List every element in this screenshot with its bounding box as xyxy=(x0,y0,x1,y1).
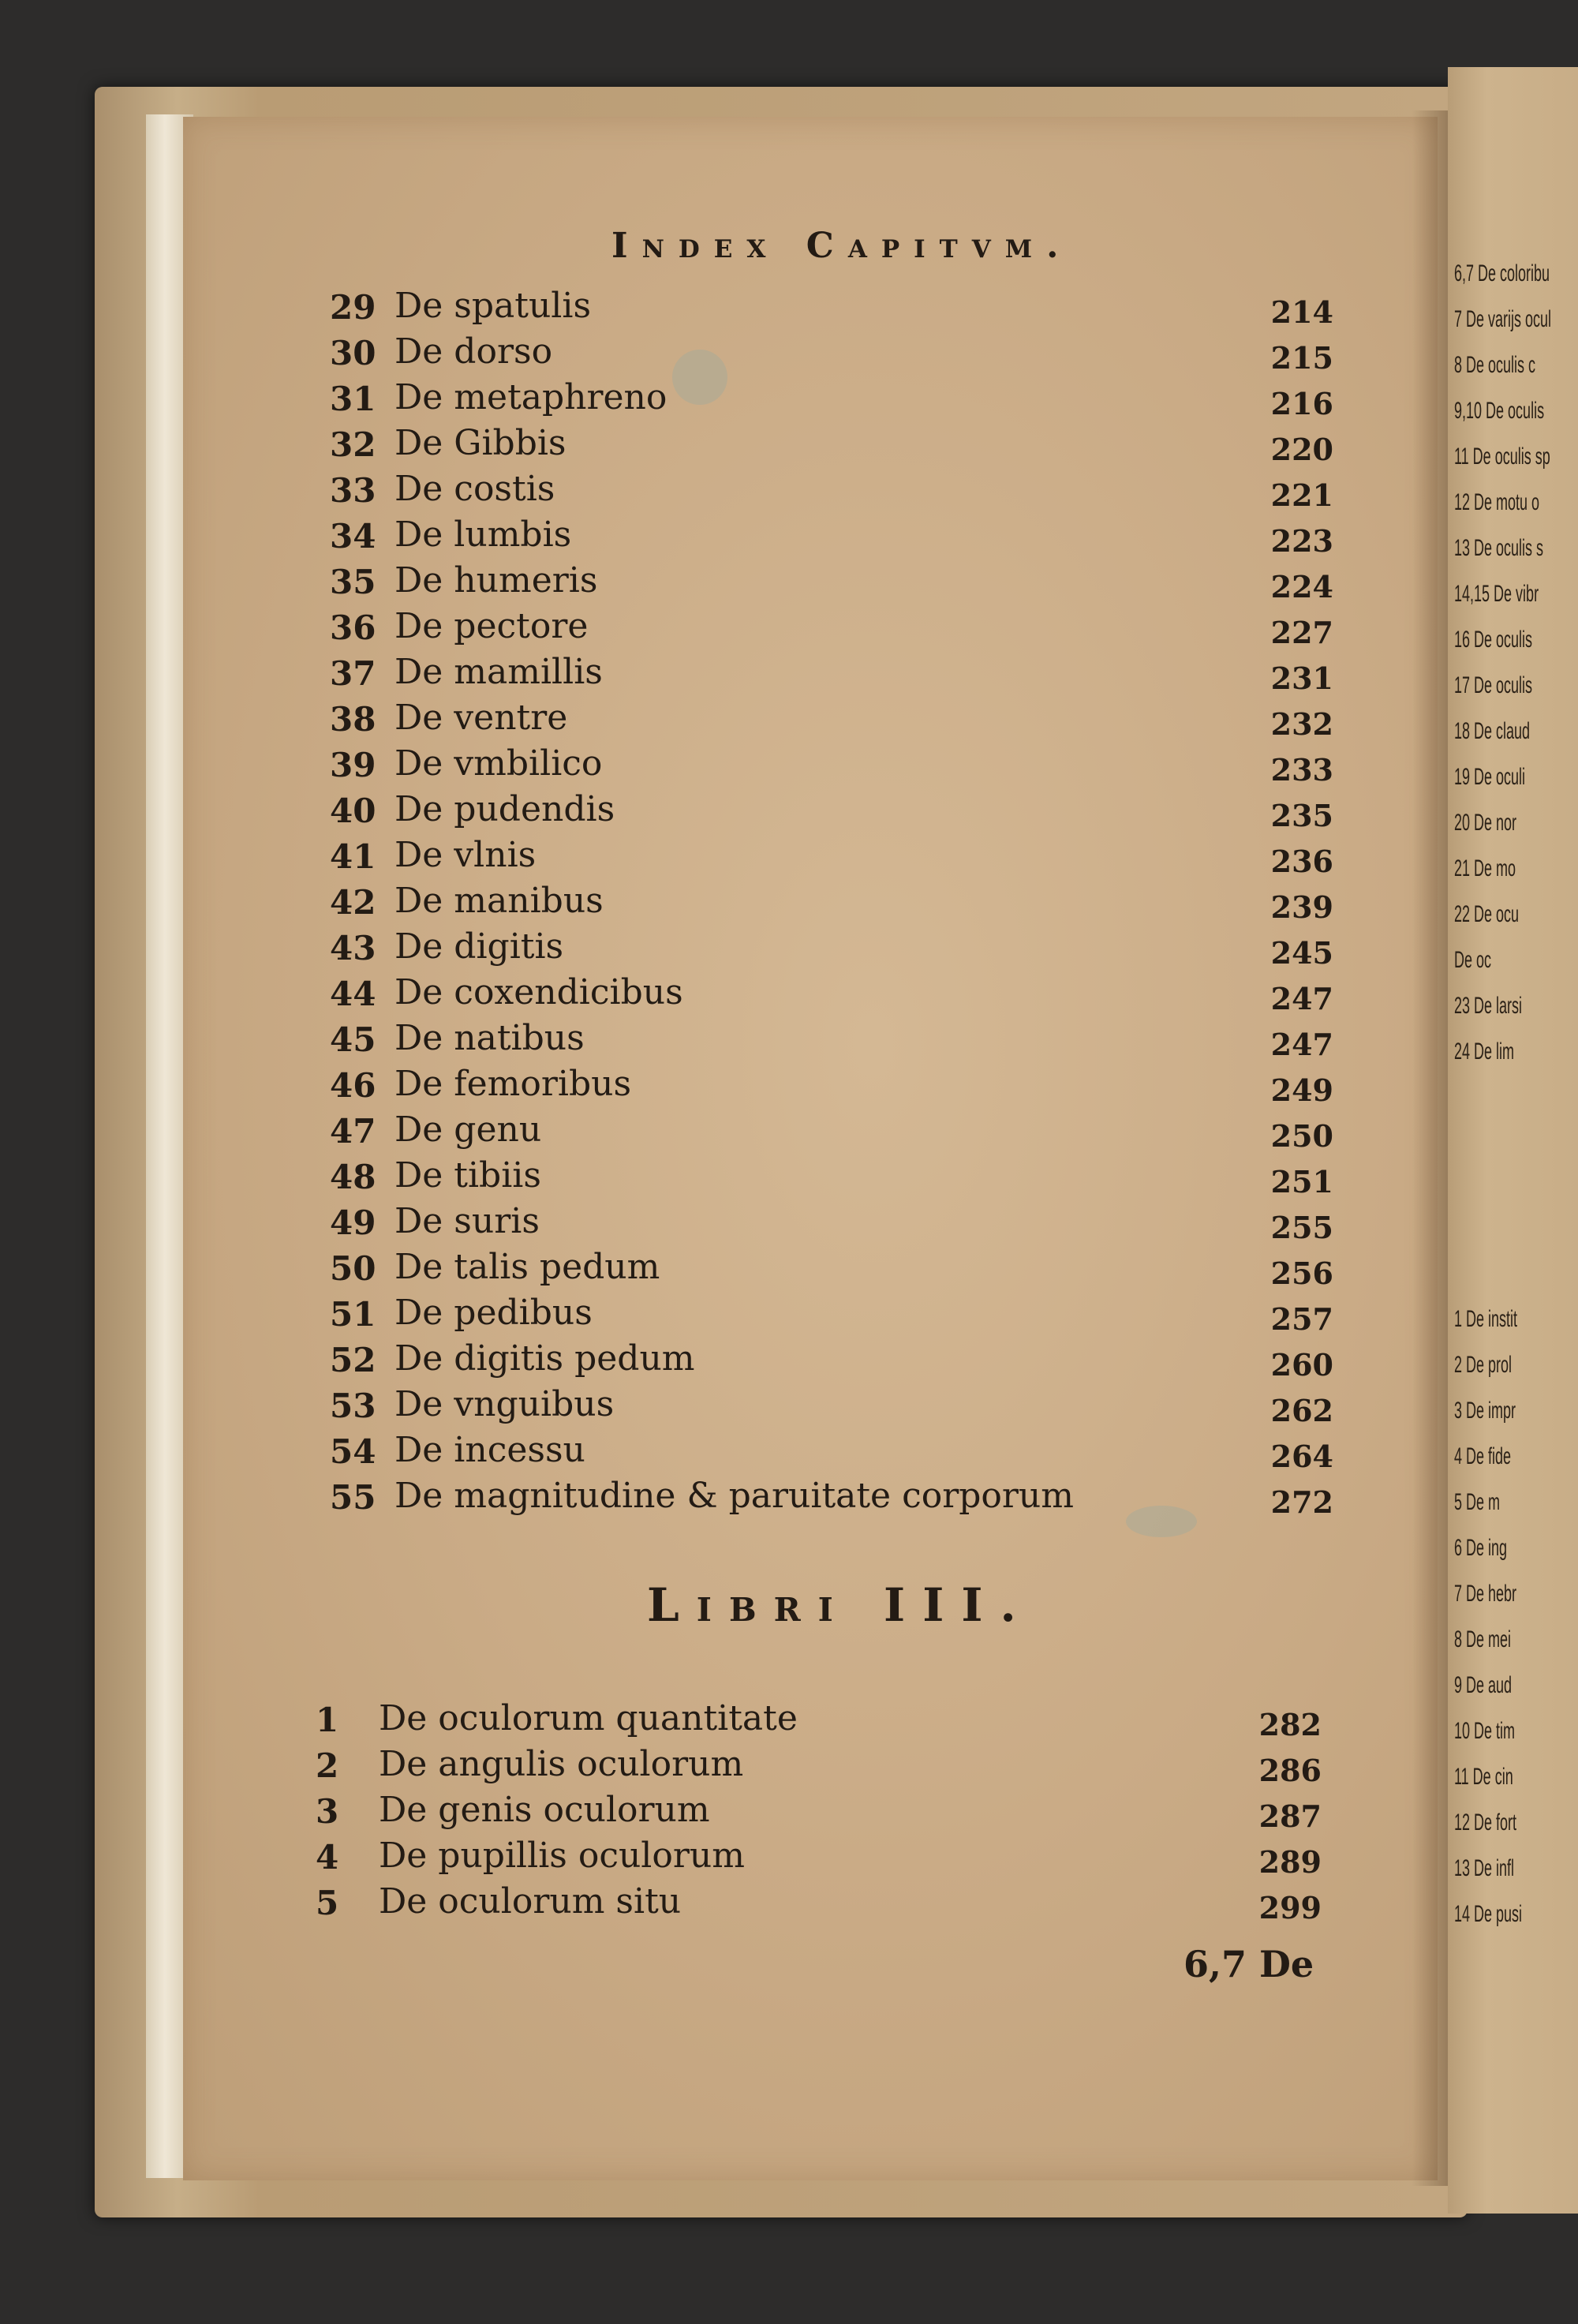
chapter-page-number: 215 xyxy=(1270,340,1333,376)
chapter-page-number: 232 xyxy=(1270,706,1333,742)
facing-page-line: 23 De larsi xyxy=(1454,993,1523,1019)
chapter-title: De vnguibus xyxy=(394,1384,615,1424)
facing-page-line: 17 De oculis xyxy=(1454,672,1533,698)
chapter-number: 34 xyxy=(330,517,376,556)
chapter-title: De vmbilico xyxy=(394,743,603,784)
facing-page-line: 7 De hebr xyxy=(1454,1581,1517,1607)
chapter-title: De natibus xyxy=(394,1018,585,1058)
chapter-number: 3 xyxy=(316,1792,339,1831)
chapter-title: De coxendicibus xyxy=(394,972,683,1012)
chapter-page-number: 247 xyxy=(1270,981,1333,1016)
chapter-page-number: 224 xyxy=(1270,569,1333,604)
chapter-title: De lumbis xyxy=(394,515,572,555)
chapter-number: 41 xyxy=(330,837,376,876)
facing-page-line: 5 De m xyxy=(1454,1489,1501,1515)
chapter-number: 1 xyxy=(316,1701,339,1739)
chapter-number: 46 xyxy=(330,1066,376,1105)
facing-page-line: 3 De impr xyxy=(1454,1398,1516,1424)
chapter-page-number: 289 xyxy=(1258,1844,1322,1880)
chapter-number: 55 xyxy=(330,1478,376,1517)
facing-page-line: 6,7 De coloribu xyxy=(1454,260,1550,286)
chapter-number: 4 xyxy=(316,1838,339,1877)
chapter-number: 30 xyxy=(330,334,376,372)
chapter-number: 43 xyxy=(330,929,376,967)
chapter-page-number: 227 xyxy=(1270,615,1333,650)
facing-page-line: 2 De prol xyxy=(1454,1352,1513,1378)
chapter-page-number: 287 xyxy=(1258,1798,1322,1834)
facing-page-line: 18 De claud xyxy=(1454,718,1531,744)
chapter-number: 50 xyxy=(330,1249,376,1288)
facing-page-line: 4 De fide xyxy=(1454,1443,1512,1469)
chapter-page-number: 264 xyxy=(1270,1439,1333,1474)
chapter-page-number: 249 xyxy=(1270,1072,1333,1108)
facing-page-line: 10 De tim xyxy=(1454,1718,1516,1744)
chapter-number: 37 xyxy=(330,654,376,693)
chapter-page-number: 235 xyxy=(1270,798,1333,833)
chapter-title: De costis xyxy=(394,469,555,509)
chapter-title: De genis oculorum xyxy=(379,1790,710,1830)
chapter-title: De digitis pedum xyxy=(394,1338,695,1379)
facing-page-line: 12 De motu o xyxy=(1454,489,1540,515)
chapter-title: De pupillis oculorum xyxy=(379,1836,745,1876)
chapter-page-number: 286 xyxy=(1258,1753,1322,1788)
chapter-page-number: 214 xyxy=(1270,294,1333,330)
facing-page-line: 20 De nor xyxy=(1454,810,1517,836)
chapter-title: De dorso xyxy=(394,331,553,372)
chapter-page-number: 223 xyxy=(1270,523,1333,559)
chapter-number: 31 xyxy=(330,380,376,418)
chapter-title: De genu xyxy=(394,1110,542,1150)
facing-page-line: 19 De oculi xyxy=(1454,764,1526,790)
facing-page-line: 22 De ocu xyxy=(1454,901,1520,927)
facing-page-line: 16 De oculis xyxy=(1454,627,1533,653)
chapter-title: De pedibus xyxy=(394,1293,593,1333)
chapter-title: De talis pedum xyxy=(394,1247,660,1287)
chapter-title: De mamillis xyxy=(394,652,603,692)
stain-mark xyxy=(672,350,727,405)
chapter-number: 29 xyxy=(330,288,376,327)
chapter-title: De pectore xyxy=(394,606,589,646)
chapter-number: 39 xyxy=(330,746,376,784)
chapter-title: De manibus xyxy=(394,881,604,921)
chapter-number: 40 xyxy=(330,792,376,830)
chapter-title: De magnitudine & paruitate corporum xyxy=(394,1476,1074,1516)
chapter-page-number: 262 xyxy=(1270,1393,1333,1428)
libri-heading: Libri III. xyxy=(647,1578,1034,1632)
chapter-title: De metaphreno xyxy=(394,377,667,417)
chapter-page-number: 231 xyxy=(1270,661,1333,696)
facing-page xyxy=(1448,67,1578,2214)
chapter-title: De pudendis xyxy=(394,789,615,829)
facing-page-line: 1 De instit xyxy=(1454,1306,1518,1332)
facing-page-line: 14,15 De vibr xyxy=(1454,581,1539,607)
page-header: Index Capitvm. xyxy=(611,226,1073,266)
chapter-page-number: 257 xyxy=(1270,1301,1333,1337)
chapter-page-number: 251 xyxy=(1270,1164,1333,1199)
facing-page-line: De oc xyxy=(1454,947,1492,973)
facing-page-line: 8 De mei xyxy=(1454,1626,1512,1652)
chapter-number: 32 xyxy=(330,425,376,464)
chapter-page-number: 216 xyxy=(1270,386,1333,421)
chapter-number: 54 xyxy=(330,1432,376,1471)
chapter-number: 33 xyxy=(330,471,376,510)
chapter-page-number: 247 xyxy=(1270,1027,1333,1062)
chapter-page-number: 239 xyxy=(1270,889,1333,925)
stain-mark xyxy=(1126,1506,1197,1537)
chapter-number: 36 xyxy=(330,608,376,647)
facing-page-line: 14 De pusi xyxy=(1454,1901,1523,1927)
chapter-number: 47 xyxy=(330,1112,376,1151)
facing-page-line: 24 De lim xyxy=(1454,1039,1515,1065)
chapter-page-number: 236 xyxy=(1270,844,1333,879)
facing-page-line: 7 De varijs ocul xyxy=(1454,306,1552,332)
chapter-number: 45 xyxy=(330,1020,376,1059)
chapter-page-number: 221 xyxy=(1270,477,1333,513)
chapter-title: De incessu xyxy=(394,1430,585,1470)
chapter-page-number: 256 xyxy=(1270,1256,1333,1291)
chapter-number: 48 xyxy=(330,1158,376,1196)
chapter-title: De oculorum quantitate xyxy=(379,1698,798,1738)
chapter-title: De ventre xyxy=(394,698,568,738)
chapter-page-number: 250 xyxy=(1270,1118,1333,1154)
chapter-page-number: 233 xyxy=(1270,752,1333,788)
chapter-title: De humeris xyxy=(394,560,598,601)
facing-page-line: 9 De aud xyxy=(1454,1672,1513,1698)
chapter-number: 51 xyxy=(330,1295,376,1334)
chapter-page-number: 299 xyxy=(1258,1890,1322,1925)
catchword: 6,7 De xyxy=(1184,1943,1314,1985)
chapter-number: 42 xyxy=(330,883,376,922)
chapter-title: De angulis oculorum xyxy=(379,1744,744,1784)
facing-page-line: 21 De mo xyxy=(1454,855,1516,881)
chapter-title: De Gibbis xyxy=(394,423,567,463)
facing-page-line: 11 De cin xyxy=(1454,1764,1513,1790)
chapter-title: De vlnis xyxy=(394,835,537,875)
chapter-number: 44 xyxy=(330,975,376,1013)
chapter-page-number: 272 xyxy=(1270,1484,1333,1520)
chapter-title: De spatulis xyxy=(394,286,592,326)
chapter-number: 2 xyxy=(316,1746,339,1785)
chapter-number: 5 xyxy=(316,1884,339,1922)
chapter-number: 53 xyxy=(330,1387,376,1425)
facing-page-line: 8 De oculis c xyxy=(1454,352,1536,378)
chapter-title: De femoribus xyxy=(394,1064,632,1104)
chapter-number: 49 xyxy=(330,1203,376,1242)
facing-page-line: 13 De oculis s xyxy=(1454,535,1544,561)
gutter-shadow xyxy=(1412,110,1452,2186)
chapter-number: 38 xyxy=(330,700,376,739)
facing-page-line: 6 De ing xyxy=(1454,1535,1508,1561)
chapter-page-number: 260 xyxy=(1270,1347,1333,1383)
chapter-page-number: 282 xyxy=(1258,1707,1322,1742)
chapter-title: De tibiis xyxy=(394,1155,541,1196)
chapter-title: De digitis xyxy=(394,926,564,967)
facing-page-line: 13 De infl xyxy=(1454,1855,1515,1881)
facing-page-line: 9,10 De oculis xyxy=(1454,398,1545,424)
chapter-page-number: 255 xyxy=(1270,1210,1333,1245)
facing-page-line: 11 De oculis sp xyxy=(1454,443,1550,470)
chapter-page-number: 220 xyxy=(1270,432,1333,467)
chapter-number: 35 xyxy=(330,563,376,601)
facing-page-line: 12 De fort xyxy=(1454,1809,1517,1836)
chapter-title: De oculorum situ xyxy=(379,1881,682,1922)
chapter-page-number: 245 xyxy=(1270,935,1333,971)
chapter-title: De suris xyxy=(394,1201,540,1241)
chapter-number: 52 xyxy=(330,1341,376,1379)
